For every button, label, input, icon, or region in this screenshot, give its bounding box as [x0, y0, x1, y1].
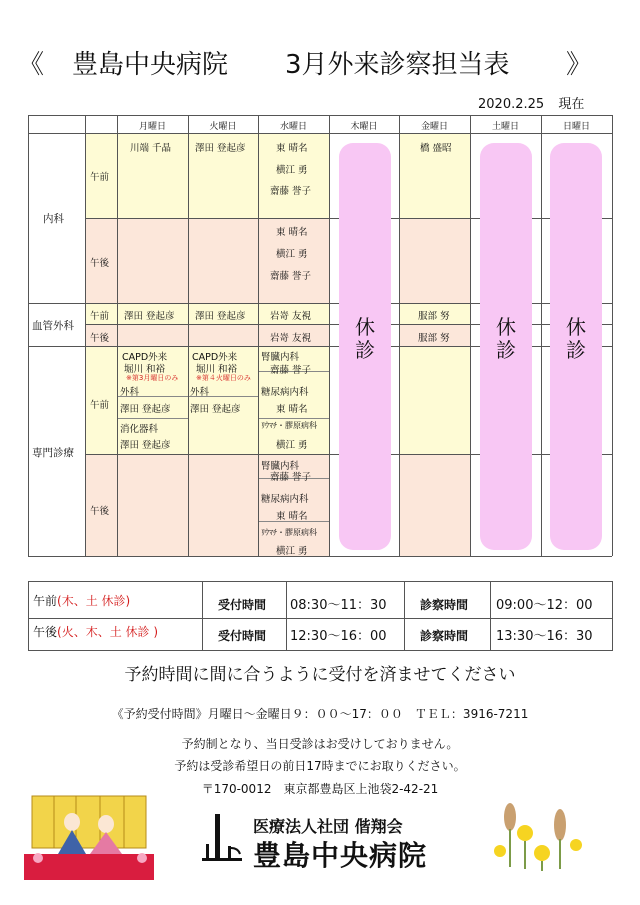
naika-am-fri: 橋 盛昭: [420, 143, 452, 154]
senmon-pm-wed-dept-1: 腎臓内科: [261, 461, 300, 472]
senmon-pm-wed-doc-3: 横江 勇: [276, 546, 308, 557]
reservation-note-1: 予約制となり、当日受診はお受けしておりません。: [181, 737, 459, 751]
header-mon: 月曜日: [138, 122, 166, 132]
closed-sun-1: 休: [566, 315, 586, 339]
senmon-am-tue-doc-1: 堀川 和裕: [196, 364, 238, 375]
closed-thu-2: 診: [355, 338, 375, 362]
period-senmon-am: 午前: [90, 400, 110, 411]
title-hospital: 豊島中央病院: [72, 50, 229, 80]
period-kekkan-am: 午前: [90, 311, 110, 322]
header-fri: 金曜日: [420, 122, 448, 132]
title-open-bracket: 《: [18, 50, 45, 80]
hours-am-label: 午前: [33, 594, 58, 608]
senmon-pm-wed-dept-2: 糖尿病内科: [261, 494, 309, 505]
hospital-logo-icon: [200, 812, 245, 864]
flowers-illustration-icon: [480, 795, 590, 873]
senmon-pm-wed-doc-1: 齋藤 誉子: [270, 472, 312, 483]
period-senmon-pm: 午後: [90, 506, 110, 517]
footer-corp: 医療法人社団 偕翔会: [253, 817, 403, 836]
closed-thu-1: 休: [355, 315, 375, 339]
senmon-am-mon-dept-3: 消化器科: [120, 424, 159, 435]
hours-am-consult-label: 診察時間: [420, 598, 469, 612]
date-value: 2020.2.25: [478, 97, 545, 112]
notice-text: 予約時間に間に合うように受付を済ませてください: [124, 665, 516, 685]
senmon-am-wed-dept-3: ﾘｳﾏﾁ・膠原病科: [261, 421, 317, 430]
hours-row-pm-period: [33, 623, 158, 640]
senmon-am-mon-note-1: ※第3月曜日のみ: [126, 374, 179, 382]
senmon-am-wed-dept-2: 糖尿病内科: [261, 387, 309, 398]
hours-am-closed-note: (木、土 休診): [57, 594, 131, 608]
senmon-am-wed-doc-1: 齋藤 誉子: [270, 365, 312, 376]
naika-am-mon: 川端 千晶: [130, 143, 172, 154]
hours-row-am-period: [33, 592, 130, 609]
footer-hospital: 豊島中央病院: [253, 839, 428, 872]
header-sun: 日曜日: [562, 122, 590, 132]
reservation-note-2: 予約は受診希望日の前日17時までにお取りください。: [174, 759, 466, 773]
senmon-am-wed-doc-3: 横江 勇: [276, 440, 308, 451]
senmon-am-tue-note-1: ※第４火曜日のみ: [196, 374, 251, 382]
period-kekkan-pm: 午後: [90, 333, 110, 344]
kekkan-pm-fri: 服部 努: [418, 333, 450, 344]
dept-senmon: 専門診療: [32, 447, 74, 459]
senmon-am-tue-dept-2: 外科: [190, 387, 210, 398]
hours-pm-closed-note: (火、木、土 休診 ): [57, 625, 159, 639]
naika-pm-wed-2: 横江 勇: [276, 249, 308, 260]
header-sat: 土曜日: [491, 122, 519, 132]
naika-am-wed-3: 齋藤 誉子: [270, 186, 312, 197]
hours-pm-reception-label: 受付時間: [218, 629, 267, 643]
senmon-am-mon-doc-3: 澤田 登起彦: [120, 440, 171, 451]
senmon-am-wed-doc-2: 東 晴名: [276, 404, 308, 415]
hours-am-reception: 08:30～11：30: [290, 598, 387, 613]
kekkan-am-wed: 岩嵜 友視: [270, 311, 312, 322]
reservation-hours: 《予約受付時間》月曜日～金曜日９：００～17：００ ＴＥＬ：3916-7211: [111, 707, 529, 721]
closed-sat-2: 診: [496, 338, 516, 362]
date-suffix: 現在: [558, 97, 585, 112]
senmon-am-tue-doc-2: 澤田 登起彦: [190, 404, 241, 415]
hours-pm-consult: 13:30～16：30: [496, 629, 593, 644]
senmon-am-mon-doc-2: 澤田 登起彦: [120, 404, 171, 415]
header-wed: 水曜日: [279, 122, 307, 132]
naika-pm-wed-3: 齋藤 誉子: [270, 271, 312, 282]
closed-sun-2: 診: [566, 338, 586, 362]
dept-naika: 内科: [43, 213, 64, 225]
title-text: 3月外来診察担当表: [285, 50, 510, 80]
naika-am-tue: 澤田 登起彦: [195, 143, 246, 154]
hours-am-reception-label: 受付時間: [218, 598, 267, 612]
senmon-am-mon-dept-2: 外科: [120, 387, 140, 398]
hours-pm-consult-label: 診察時間: [420, 629, 469, 643]
senmon-pm-wed-dept-3: ﾘｳﾏﾁ・膠原病科: [261, 528, 317, 537]
senmon-am-tue-dept-1: CAPD外来: [192, 352, 238, 363]
header-tue: 火曜日: [209, 122, 237, 132]
hours-pm-reception: 12:30～16：00: [290, 629, 387, 644]
kekkan-am-tue: 澤田 登起彦: [195, 311, 246, 322]
naika-am-wed-1: 東 晴名: [276, 143, 308, 154]
kekkan-am-fri: 服部 努: [418, 311, 450, 322]
closed-sat-1: 休: [496, 315, 516, 339]
naika-pm-wed-1: 東 晴名: [276, 227, 308, 238]
address: 〒170-0012 東京都豊島区上池袋2-42-21: [201, 782, 439, 796]
senmon-am-mon-dept-1: CAPD外来: [122, 352, 168, 363]
hina-doll-illustration-icon: [24, 792, 154, 884]
naika-am-wed-2: 横江 勇: [276, 165, 308, 176]
hours-pm-label: 午後: [33, 625, 58, 639]
senmon-pm-wed-doc-2: 東 晴名: [276, 511, 308, 522]
title-close-bracket: 》: [566, 50, 593, 80]
senmon-am-mon-doc-1: 堀川 和裕: [124, 364, 166, 375]
kekkan-am-mon: 澤田 登起彦: [124, 311, 175, 322]
header-thu: 木曜日: [350, 122, 378, 132]
senmon-am-wed-dept-1: 腎臓内科: [261, 352, 300, 363]
period-naika-pm: 午後: [90, 258, 110, 269]
dept-kekkan: 血管外科: [32, 320, 74, 332]
kekkan-pm-wed: 岩嵜 友視: [270, 333, 312, 344]
period-naika-am: 午前: [90, 172, 110, 183]
hours-am-consult: 09:00～12：00: [496, 598, 593, 613]
